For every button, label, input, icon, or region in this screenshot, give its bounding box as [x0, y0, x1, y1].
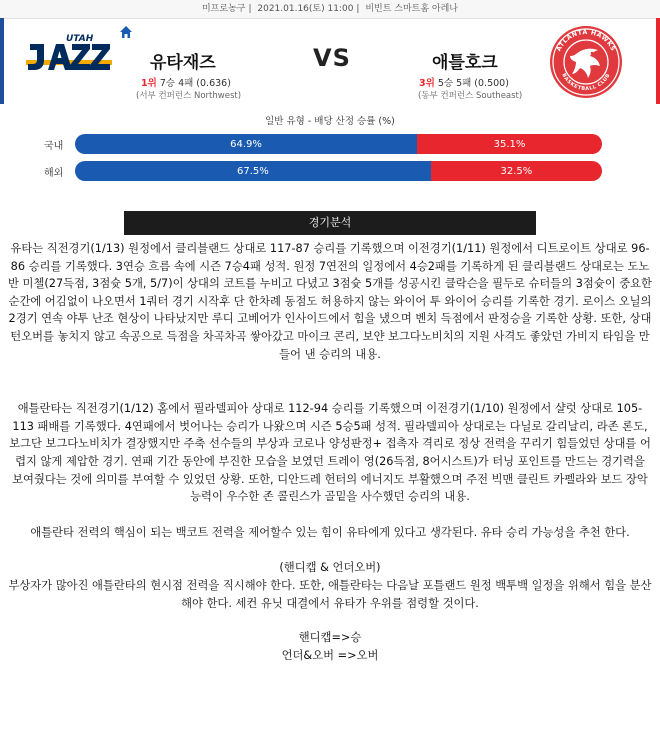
away-win-loss: 5승 5패 (0.500) — [437, 78, 509, 89]
away-color-strip — [656, 18, 660, 104]
home-icon — [119, 25, 133, 39]
handicap-paragraph: 부상자가 많아진 애틀란타의 현시점 전력을 직시해야 한다. 또한, 애틀란타는 다음날 포틀랜드 원정 백투백 일정을 위해서 힘을 분산해야 한다. 세컨 유닛 대결에서 유타가 우위를 점령할 것이다. — [8, 578, 652, 610]
odds-row-domestic — [0, 133, 660, 155]
svg-text:UTAH: UTAH — [66, 34, 94, 44]
odds-bar — [75, 134, 602, 154]
home-win-probability: 67.5% — [75, 161, 431, 181]
home-win-loss: 7승 4패 (0.636) — [159, 78, 231, 89]
analysis-section-header: 경기분석 — [124, 211, 536, 235]
away-win-probability: 35.1% — [417, 134, 602, 154]
odds-row-label: 국내 — [44, 141, 64, 152]
home-conference: (서부 컨퍼런스 Northwest) — [136, 91, 242, 101]
home-analysis-paragraph: 유타는 직전경기(1/13) 원정에서 클리블랜드 상대로 117-87 승리를 기록했으며 이전경기(1/11) 원정에서 디트로이트 상대로 96-86 승리를 기록했다. 3연승 흐름 속에 시즌 7승4패 성적. 원정 7연전의 일정에서 4승2패를 기록하게 된 클리블랜드 상대로는 도노반 미첼(27득점, 3점슛 5개, 5/7)이 상대의 코트를 누비고 다녔고 3점슛 5개를 성공시킨 클락슨을 필두로 슈터들의 3점슛이 중요한 순간에 어김없이 나오면서 1쿼터 경기 시작후 단 한차례 동점도 허용하지 않는 와이어 투 와이어 승리를 기록한 경기. 로이스 오닐의 2경기 연속 야투 난조 현상이 나타났지만 루디 고베어가 인사이드에서 힘을 냈으며 벤치 득점에서 판정승을 기록한 상황. 또한, 상대 턴오버를 놓치지 않고 속공으로 득점을 차곡차곡 쌓아갔고 마이크 콘리, 보얀 보그다노비치의 지원 사격도 좋았던 가비지 타임을 만들어 낸 승리의 내용. — [8, 242, 652, 361]
handicap-section-title: (핸디캡 & 언더오버) — [279, 561, 381, 575]
betting-odds-title: 일반 유형 - 배당 산정 승률 (%) — [265, 116, 395, 127]
away-win-probability: 32.5% — [431, 161, 602, 181]
analysis-article — [8, 240, 652, 664]
svg-text:ATLANTA HAWKS: ATLANTA HAWKS — [555, 28, 617, 53]
match-datetime: 2021.01.16(토) 11:00 — [257, 4, 354, 14]
match-info-bar: 미프로농구 | 2021.01.16(토) 11:00 | 비빈트 스마트홈 아레나 — [0, 0, 660, 19]
vs-label: VS — [313, 44, 351, 72]
home-rank: 1위 — [141, 78, 157, 89]
odds-row-overseas — [0, 160, 660, 182]
venue-label: 비빈트 스마트홈 아레나 — [365, 4, 458, 14]
away-team-name: 애틀호크 — [432, 53, 498, 73]
handicap-pick: 핸디캡=>승 — [298, 631, 362, 645]
away-rank: 3위 — [419, 78, 435, 89]
home-team-name: 유타재즈 — [150, 53, 216, 73]
odds-bar — [75, 161, 602, 181]
home-color-strip — [0, 18, 4, 104]
away-conference: (동부 컨퍼런스 Southeast) — [418, 91, 523, 101]
odds-row-label: 해외 — [44, 168, 64, 179]
home-record — [141, 75, 231, 89]
prediction-paragraph: 애틀란타 전력의 핵심이 되는 백코트 전력을 제어할수 있는 힘이 유타에게 있다고 생각된다. 유타 승리 가능성을 추천 한다. — [30, 525, 630, 539]
svg-text:BASKETBALL CLUB: BASKETBALL CLUB — [560, 72, 612, 93]
over-under-pick: 언더&오버 =>오버 — [281, 648, 379, 662]
away-record — [419, 75, 509, 89]
atlanta-hawks-logo — [548, 24, 624, 100]
away-analysis-paragraph: 애틀란타는 직전경기(1/12) 홈에서 필라델피아 상대로 112-94 승리를 기록했으며 이전경기(1/10) 원정에서 샬럿 상대로 105-113 패배를 기록했다. 4연패에서 벗어나는 승리가 나왔으며 시즌 5승5패 성적. 필라델피아 상대로는 다닐로 갈리날리, 라존 론도, 보그단 보그다노비치가 결장했지만 주축 선수들의 부상과 코로나 양성판정+ 접촉자 격리로 정상 전력을 꾸리기 힘들었던 상대를 어렵지 않게 제압한 경기. 연패 기간 동안에 부진한 모습을 보였던 트레이 영(26득점, 8어시스트)가 터닝 포인트를 만드는 경기력을 보여줬다는 것에 의미를 부여할 수 있었던 상황. 또한, 디안드레 헌터의 에너지도 부활했으며 주전 빅맨 클린트 카펠라와 보드 장악 능력이 우수한 존 콜린스가 골밑을 사수했던 승리의 내용. — [9, 402, 651, 504]
league-label: 미프로농구 — [201, 4, 246, 14]
utah-jazz-logo — [26, 30, 112, 76]
home-win-probability: 64.9% — [75, 134, 417, 154]
